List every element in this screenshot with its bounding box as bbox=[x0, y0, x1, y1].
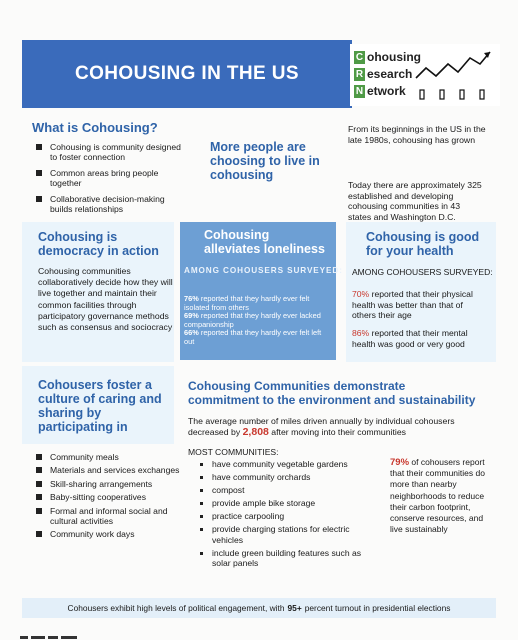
logo-letter: N bbox=[355, 85, 364, 97]
origins-text: From its beginnings in the US in the late 1980s, cohousing has grown bbox=[348, 124, 486, 145]
list-item: Materials and services exchanges bbox=[36, 465, 186, 475]
what-is-cohousing-heading: What is Cohousing? bbox=[32, 120, 158, 135]
list-item: provide ample bike storage bbox=[200, 498, 370, 509]
stat-text: reported that they hardly ever felt left out bbox=[184, 328, 322, 346]
stat-percent: 86% bbox=[352, 328, 370, 338]
list-item: Cohousing is community designed to foster connection bbox=[36, 142, 186, 163]
logo-row-2 bbox=[354, 67, 412, 81]
loneliness-stat bbox=[184, 312, 332, 329]
loneliness-stat bbox=[184, 295, 332, 312]
footer-text-before: Cohousers exhibit high levels of political engagement, with bbox=[67, 603, 285, 613]
list-item: include green building features such as solar panels bbox=[200, 548, 370, 569]
page-title: COHOUSING IN THE US bbox=[74, 63, 299, 84]
established-text: Today there are approximately 325 established and developing cohousing communities in 43 states and Washington D.C. bbox=[348, 180, 482, 222]
loneliness-survey-label: AMONG COHOUSERS SURVEYED: bbox=[184, 266, 343, 275]
stat-percent: 76% bbox=[184, 294, 199, 303]
loneliness-heading: Cohousing alleviates loneliness bbox=[204, 228, 325, 256]
logo-word: esearch bbox=[367, 67, 413, 81]
footer-value: 95+ bbox=[287, 603, 302, 613]
miles-value: 2,808 bbox=[242, 426, 269, 438]
list-item: Baby-sitting cooperatives bbox=[36, 492, 186, 502]
democracy-heading: Cohousing is democracy in action bbox=[38, 230, 159, 258]
political-engagement-footer bbox=[22, 598, 496, 618]
caring-list bbox=[36, 452, 186, 543]
list-item: Formal and informal social and cultural activities bbox=[36, 506, 186, 527]
stat-percent: 66% bbox=[184, 328, 199, 338]
footer-text-after: percent turnout in presidential elections bbox=[304, 603, 451, 613]
most-communities-label: MOST COMMUNITIES: bbox=[188, 447, 279, 457]
health-survey-label: AMONG COHOUSERS SURVEYED: bbox=[352, 267, 493, 277]
stat-text: reported that their physical health was better than that of others their age bbox=[352, 289, 473, 321]
logo-word: ohousing bbox=[367, 50, 421, 64]
logo-letter: C bbox=[355, 51, 364, 63]
logo-letter: R bbox=[355, 68, 364, 80]
stat-text: reported that they hardly ever felt isolated from others bbox=[184, 294, 310, 312]
cohousing-research-network-logo bbox=[350, 44, 500, 106]
stat-percent: 69% bbox=[184, 311, 199, 321]
house-growth-chart-icon bbox=[414, 50, 496, 102]
list-item: Collaborative decision-making builds relationships bbox=[36, 194, 186, 215]
loneliness-stats bbox=[184, 295, 332, 347]
miles-driven-text bbox=[188, 416, 478, 438]
list-item: Community meals bbox=[36, 452, 186, 462]
most-communities-list bbox=[200, 459, 370, 571]
header-banner bbox=[22, 40, 352, 108]
cut-off-text-mark bbox=[20, 628, 90, 640]
list-item: have community orchards bbox=[200, 472, 370, 483]
list-item: compost bbox=[200, 485, 370, 496]
miles-text-before: The average number of miles driven annually by individual cohousers decreased by bbox=[188, 416, 455, 437]
miles-text-after: after moving into their communities bbox=[271, 427, 407, 437]
stat-text: reported that they hardly ever lacked companionship bbox=[184, 311, 321, 329]
more-people-heading: More people are choosing to live in cohousing bbox=[210, 140, 320, 182]
health-heading: Cohousing is good for your health bbox=[366, 230, 480, 258]
list-item: Skill-sharing arrangements bbox=[36, 479, 186, 489]
list-item: Common areas bring people together bbox=[36, 168, 186, 189]
list-item: practice carpooling bbox=[200, 511, 370, 522]
loneliness-stat bbox=[184, 329, 332, 346]
environment-heading: Cohousing Communities demonstrate commitment to the environment and sustainability bbox=[188, 379, 476, 407]
stat-text: of cohousers report that their communities do more than nearby neighborhoods to reduce their carbon footprint, conserve resources, and live sustainably bbox=[390, 457, 485, 535]
stat-percent: 79% bbox=[390, 457, 410, 468]
list-item: provide charging stations for electric vehicles bbox=[200, 524, 370, 545]
list-item: have community vegetable gardens bbox=[200, 459, 370, 470]
what-is-cohousing-list bbox=[36, 142, 186, 219]
health-stat-physical bbox=[352, 289, 487, 321]
stat-percent: 70% bbox=[352, 289, 370, 299]
logo-row-1 bbox=[354, 50, 421, 64]
democracy-body: Cohousing communities collaboratively decide how they will live together and maintain their common facilities through participatory governance methods such as consensus and sociocracy bbox=[38, 266, 173, 333]
caring-heading: Cohousers foster a culture of caring and sharing by participating in bbox=[38, 378, 162, 434]
list-item: Community work days bbox=[36, 529, 186, 539]
logo-word: etwork bbox=[367, 84, 406, 98]
health-stat-mental bbox=[352, 328, 487, 349]
stat-text: reported that their mental health was good or very good bbox=[352, 328, 468, 349]
sustainability-stat bbox=[390, 457, 485, 535]
logo-row-3 bbox=[354, 84, 406, 98]
